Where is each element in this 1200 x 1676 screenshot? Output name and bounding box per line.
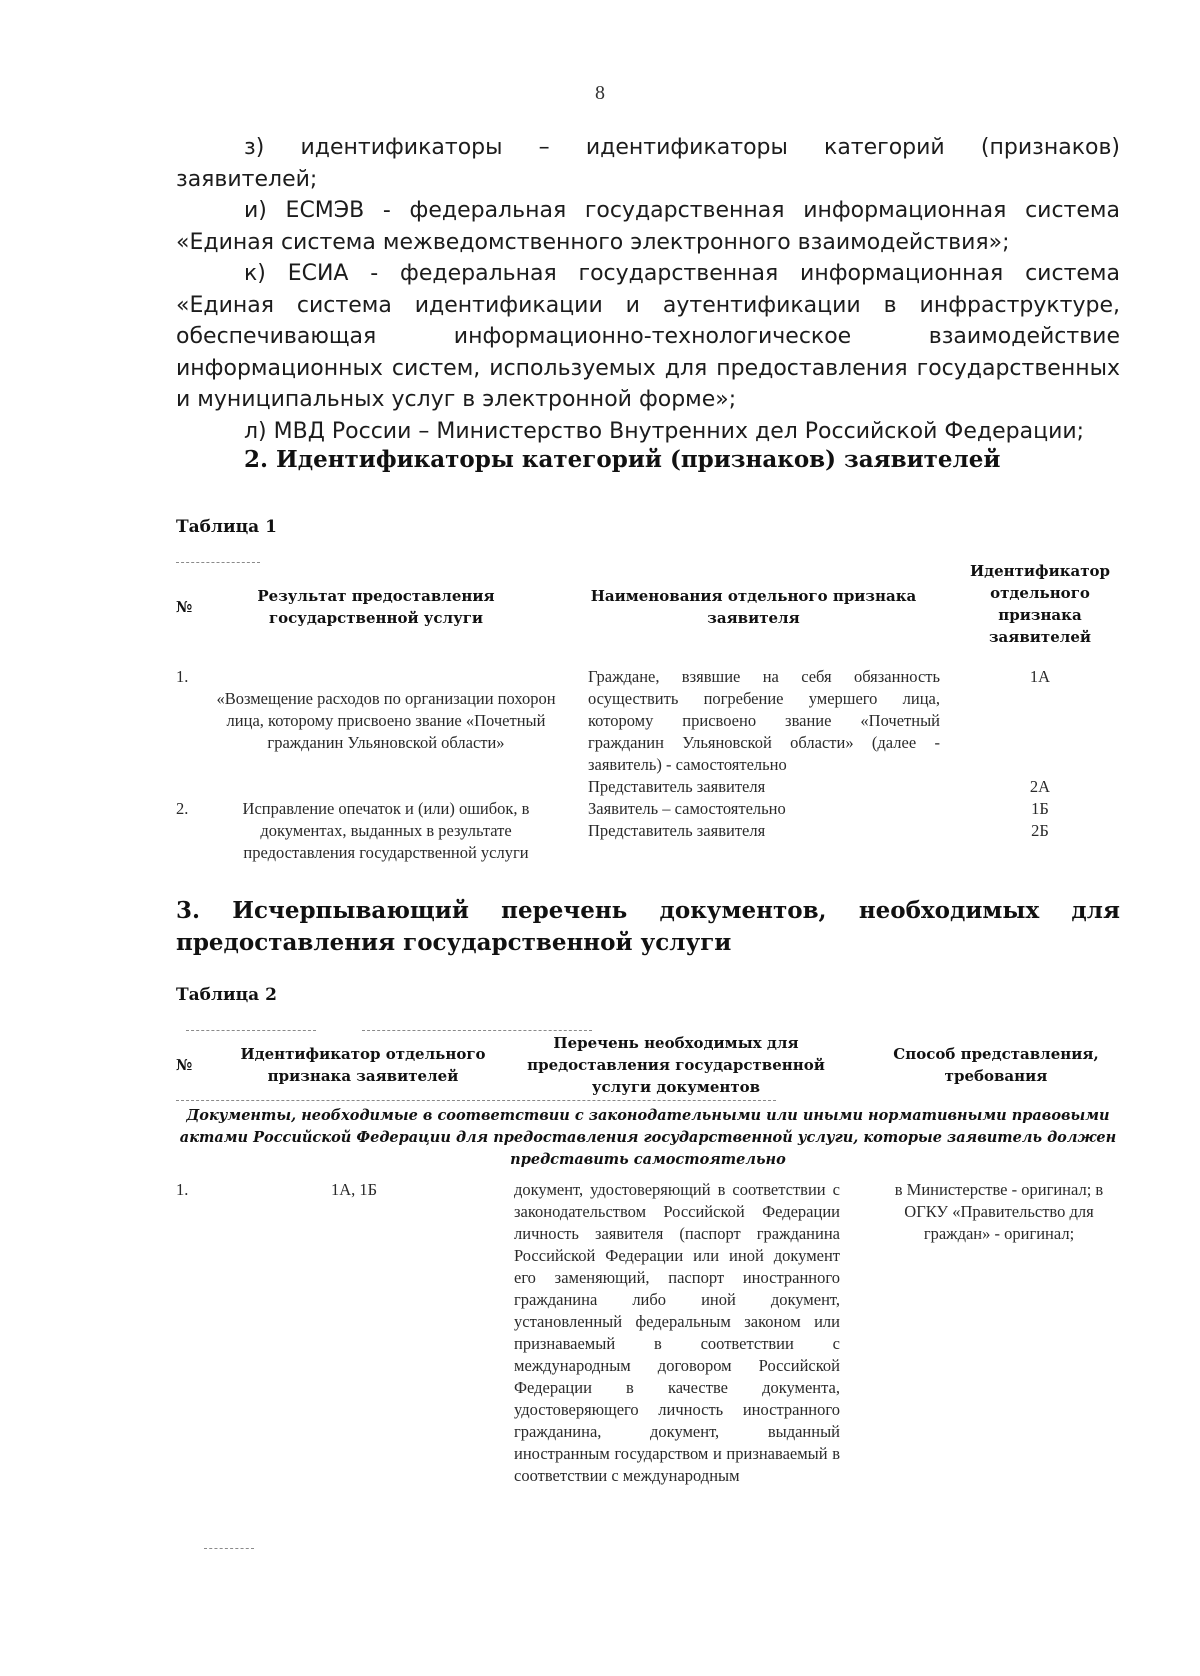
definition-i: и) ЕСМЭВ - федеральная государственная информационная система «Единая система межведомственного электронного взаимодействия»; (176, 198, 1120, 255)
table-1-row-1-id: 1А (1029, 667, 1051, 686)
table-1-row-4-id: 2Б (1031, 821, 1049, 840)
definition-l: л) МВД России – Министерство Внутренних дел Российской Федерации; (244, 418, 1085, 444)
heading-word: необходимых (858, 897, 1040, 924)
definitions-list (176, 132, 1120, 447)
heading-word: перечень (501, 897, 628, 924)
table-1-row-2-sign: Представитель заявителя (588, 777, 766, 796)
table-1-row-1-sign: Граждане, взявшие на себя обязанность осуществить погребение умершего лица, которому присвоено звание «Почетный гражданин Ульяновской области» (далее - заявитель) - самостоятельно (588, 667, 940, 774)
table-2-header-docs: Перечень необходимых для предоставления государственной услуги документов (527, 1034, 825, 1096)
section-3-heading-line-2: предоставления государственной услуги (176, 929, 732, 956)
table-2-row-1-num: 1. (176, 1180, 189, 1199)
table-2-header-way: Способ представления, требования (893, 1045, 1099, 1085)
table-1-row-4-sign: Представитель заявителя (588, 821, 766, 840)
definition-k: к) ЕСИА - федеральная государственная информационная система «Единая система идентификации и аутентификации в инфраструктуре, обеспечивающая информационно-технологическое взаимодействие информационных систем, используемых для предоставления государственных и муниципальных услуг в электронной форме»; (176, 261, 1120, 412)
table-1-header-result: Результат предоставления государственной услуги (257, 587, 495, 627)
heading-word: документов, (659, 897, 827, 924)
table-1-row-2-id: 2А (1029, 777, 1051, 796)
table-1-row-3-num: 2. (176, 799, 189, 818)
table-1-row-3-sign: Заявитель – самостоятельно (588, 799, 786, 818)
table-2-section-title: Документы, необходимые в соответствии с законодательными или иными нормативными правовыми актами Российской Федерации для предоставления государственной услуги, которые заявитель должен представить самостоятельно (179, 1107, 1117, 1168)
table-2-header-rule (176, 1100, 776, 1101)
table-2-header-num: № (176, 1056, 193, 1074)
heading-word: для (1071, 897, 1120, 924)
table-2-top-rule-left (186, 1030, 316, 1031)
table-1-header-num: № (176, 598, 193, 616)
heading-word: Исчерпывающий (232, 897, 469, 924)
table-2-footer-mark (204, 1548, 254, 1549)
table-2-row-1-document: документ, удостоверяющий в соответствии с законодательством Российской Федерации личность заявителя (паспорт гражданина Российской Федерации или иной документ его заменяющий, паспорт иностранного гражданина либо иной документ, установленный федеральным законом или признаваемый в соответствии с международным договором Российской Федерации в качестве документа, удостоверяющего личность иностранного гражданина, документ, выданный иностранным государством и признаваемый в соответствии с международным (514, 1180, 840, 1485)
section-2-heading: 2. Идентификаторы категорий (признаков) заявителей (244, 446, 1001, 473)
table-2-row-1-ids: 1А, 1Б (331, 1180, 378, 1199)
table-1-header-id: Идентификатор отдельного признака заявителей (969, 562, 1111, 646)
table-1-row-1-num: 1. (176, 667, 189, 686)
page-number: 8 (595, 82, 605, 104)
table-2-header-ids: Идентификатор отдельного признака заявителей (240, 1045, 486, 1085)
definition-z: з) идентификаторы – идентификаторы категорий (признаков) заявителей; (176, 135, 1120, 192)
section-3-heading-line-1 (176, 895, 1120, 927)
table-1-top-rule (176, 562, 260, 563)
table-1-row-3-result: Исправление опечаток и (или) ошибок, в документах, выданных в результате предоставления государственной услуги (242, 799, 530, 862)
table-2-row-1-way: в Министерстве - оригинал; в ОГКУ «Правительство для граждан» - оригинал; (894, 1180, 1104, 1243)
table-2-top-rule-right (362, 1030, 592, 1031)
table-2-caption: Таблица 2 (176, 985, 277, 1005)
table-1-row-3-id: 1Б (1031, 799, 1049, 818)
table-1-caption: Таблица 1 (176, 517, 277, 537)
section-3-heading (176, 895, 1120, 959)
table-1-row-1-result: «Возмещение расходов по организации похорон лица, которому присвоено звание «Почетный гражданин Ульяновской области» (216, 689, 556, 752)
table-1-header-sign: Наименования отдельного признака заявителя (590, 587, 917, 627)
heading-word: 3. (176, 897, 201, 924)
